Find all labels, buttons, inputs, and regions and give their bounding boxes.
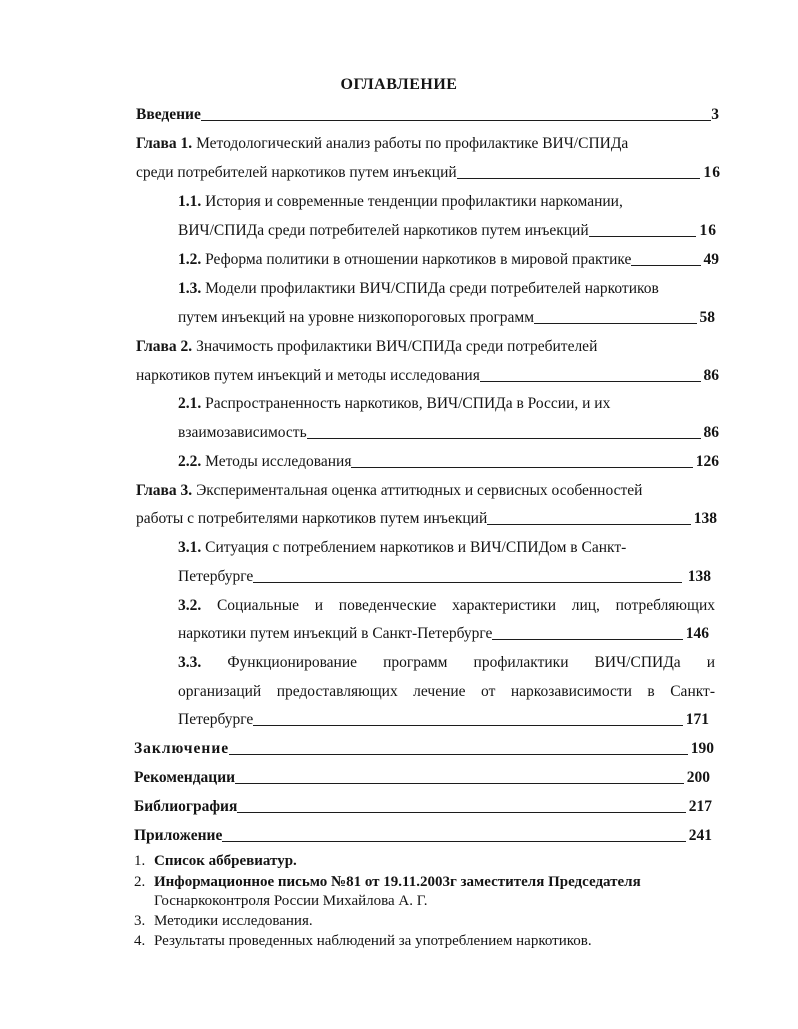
leader-line bbox=[480, 380, 701, 382]
section-title-cont: наркотики путем инъекций в Санкт-Петербурге bbox=[178, 625, 493, 642]
toc-label: Введение bbox=[136, 106, 201, 123]
appendix-item-4[interactable] bbox=[134, 932, 734, 951]
leader-line bbox=[307, 437, 701, 439]
page-number: 138 bbox=[687, 568, 711, 585]
toc-chapter-2-cont[interactable] bbox=[136, 365, 719, 387]
toc-section-3-3-cont2[interactable] bbox=[178, 709, 709, 731]
section-number: 3.2. bbox=[178, 597, 202, 614]
section-title-cont: взаимозависимость bbox=[178, 424, 307, 441]
section-number: 3.1. bbox=[178, 539, 202, 556]
page-number: 171 bbox=[685, 711, 709, 728]
leader-line bbox=[237, 811, 685, 813]
toc-chapter-3[interactable] bbox=[136, 480, 642, 502]
list-number: 1. bbox=[134, 853, 146, 869]
chapter-title: Значимость профилактики ВИЧ/СПИДа среди потребителей bbox=[196, 338, 598, 355]
section-title: Социальные и поведенческие характеристики лиц, потребляющих bbox=[216, 597, 715, 614]
toc-section-3-1-cont[interactable] bbox=[178, 566, 711, 588]
toc-entry-intro[interactable] bbox=[136, 104, 719, 126]
toc-section-2-1-cont[interactable] bbox=[178, 422, 719, 444]
section-title-cont: Петербурге bbox=[178, 711, 254, 728]
page-number: 16 bbox=[699, 222, 717, 239]
toc-section-2-2[interactable] bbox=[178, 451, 719, 473]
page-number: 86 bbox=[703, 424, 719, 441]
toc-section-1-1-cont[interactable] bbox=[178, 220, 717, 242]
toc-section-3-1[interactable] bbox=[178, 537, 626, 559]
leader-line bbox=[534, 322, 696, 324]
section-title: Методы исследования bbox=[205, 453, 352, 470]
section-number: 2.2. bbox=[178, 453, 202, 470]
section-title: История и современные тенденции профилактики наркомании, bbox=[205, 193, 623, 210]
toc-entry-recommendations[interactable] bbox=[134, 767, 710, 789]
leader-line bbox=[487, 523, 691, 525]
toc-section-2-1[interactable] bbox=[178, 393, 610, 415]
toc-section-3-3[interactable] bbox=[178, 652, 715, 674]
section-title: Реформа политики в отношении наркотиков в мировой практике bbox=[205, 251, 632, 268]
page-number: 58 bbox=[699, 309, 715, 326]
chapter-title-cont: среди потребителей наркотиков путем инъекций bbox=[136, 164, 457, 181]
chapter-title: Экспериментальная оценка аттитюдных и сервисных особенностей bbox=[196, 482, 643, 499]
section-number: 3.3. bbox=[178, 654, 202, 671]
toc-section-1-3[interactable] bbox=[178, 278, 659, 300]
section-title-cont: путем инъекций на уровне низкопороговых программ bbox=[178, 309, 535, 326]
section-title-cont: ВИЧ/СПИДа среди потребителей наркотиков путем инъекций bbox=[178, 222, 589, 239]
list-text: Информационное письмо №81 от 19.11.2003г заместителя Председателя bbox=[154, 874, 641, 890]
section-title: Ситуация с потреблением наркотиков и ВИЧ/СПИДом в Санкт- bbox=[205, 539, 627, 556]
toc-label: Заключение bbox=[134, 740, 230, 757]
page-number: 49 bbox=[703, 251, 719, 268]
section-title-cont: Петербурге bbox=[178, 568, 254, 585]
page-number: 16 bbox=[703, 164, 721, 181]
toc-section-1-2[interactable] bbox=[178, 249, 719, 271]
leader-line bbox=[201, 119, 711, 121]
toc-section-1-3-cont[interactable] bbox=[178, 307, 715, 329]
appendix-item-3[interactable] bbox=[134, 912, 734, 931]
chapter-number: Глава 2. bbox=[136, 338, 193, 355]
leader-line bbox=[253, 581, 681, 583]
chapter-title: Методологический анализ работы по профилактике ВИЧ/СПИДа bbox=[196, 135, 629, 152]
leader-line bbox=[589, 235, 696, 237]
toc-section-1-1[interactable] bbox=[178, 191, 623, 213]
leader-line bbox=[631, 264, 700, 266]
list-number: 2. bbox=[134, 874, 146, 890]
section-number: 1.3. bbox=[178, 280, 202, 297]
section-title: Распространенность наркотиков, ВИЧ/СПИДа в России, и их bbox=[205, 395, 611, 412]
toc-chapter-1[interactable] bbox=[136, 133, 628, 155]
page-number: 217 bbox=[688, 798, 712, 815]
leader-line bbox=[492, 638, 682, 640]
section-title: Модели профилактики ВИЧ/СПИДа среди потребителей наркотиков bbox=[205, 280, 659, 297]
appendix-item-1[interactable] bbox=[134, 852, 734, 871]
appendix-item-2-cont bbox=[154, 892, 754, 911]
section-number: 1.1. bbox=[178, 193, 202, 210]
leader-line bbox=[222, 840, 685, 842]
page-number: 86 bbox=[703, 367, 719, 384]
section-title-cont: организаций предоставляющих лечение от наркозависимости в Санкт- bbox=[178, 683, 715, 700]
page-number: 241 bbox=[688, 827, 712, 844]
page-number: 3 bbox=[711, 106, 719, 123]
leader-line bbox=[229, 753, 688, 755]
list-text-cont: Госнаркоконтроля России Михайлова А. Г. bbox=[154, 893, 428, 909]
chapter-number: Глава 3. bbox=[136, 482, 193, 499]
toc-chapter-1-cont[interactable] bbox=[136, 162, 721, 184]
list-text: Результаты проведенных наблюдений за употреблением наркотиков. bbox=[154, 933, 592, 949]
toc-entry-conclusion[interactable] bbox=[134, 738, 714, 760]
toc-section-3-2[interactable] bbox=[178, 595, 715, 617]
list-text: Список аббревиатур. bbox=[154, 853, 297, 869]
toc-label: Рекомендации bbox=[134, 769, 236, 786]
toc-label: Библиография bbox=[134, 798, 238, 815]
list-number: 3. bbox=[134, 913, 146, 929]
page-number: 190 bbox=[690, 740, 714, 757]
toc-label: Приложение bbox=[134, 827, 223, 844]
page-number: 126 bbox=[695, 453, 719, 470]
toc-entry-appendix[interactable] bbox=[134, 825, 712, 847]
section-number: 2.1. bbox=[178, 395, 202, 412]
leader-line bbox=[235, 782, 684, 784]
leader-line bbox=[351, 466, 692, 468]
list-number: 4. bbox=[134, 933, 146, 949]
toc-section-3-2-cont[interactable] bbox=[178, 623, 709, 645]
toc-chapter-2[interactable] bbox=[136, 336, 597, 358]
toc-entry-bibliography[interactable] bbox=[134, 796, 712, 818]
leader-line bbox=[253, 724, 682, 726]
section-title: Функционирование программ профилактики ВИЧ/СПИДа и bbox=[227, 654, 716, 671]
chapter-number: Глава 1. bbox=[136, 135, 193, 152]
chapter-title-cont: наркотиков путем инъекций и методы исследования bbox=[136, 367, 480, 384]
page-number: 146 bbox=[685, 625, 709, 642]
leader-line bbox=[457, 177, 700, 179]
page-number: 200 bbox=[686, 769, 710, 786]
page-title: ОГЛАВЛЕНИЕ bbox=[340, 76, 458, 93]
page-number: 138 bbox=[693, 510, 717, 527]
toc-chapter-3-cont[interactable] bbox=[136, 508, 717, 530]
toc-section-3-3-cont[interactable] bbox=[178, 681, 715, 703]
chapter-title-cont: работы с потребителями наркотиков путем инъекций bbox=[136, 510, 488, 527]
list-text: Методики исследования. bbox=[154, 913, 313, 929]
section-number: 1.2. bbox=[178, 251, 202, 268]
appendix-item-2[interactable] bbox=[134, 873, 734, 892]
